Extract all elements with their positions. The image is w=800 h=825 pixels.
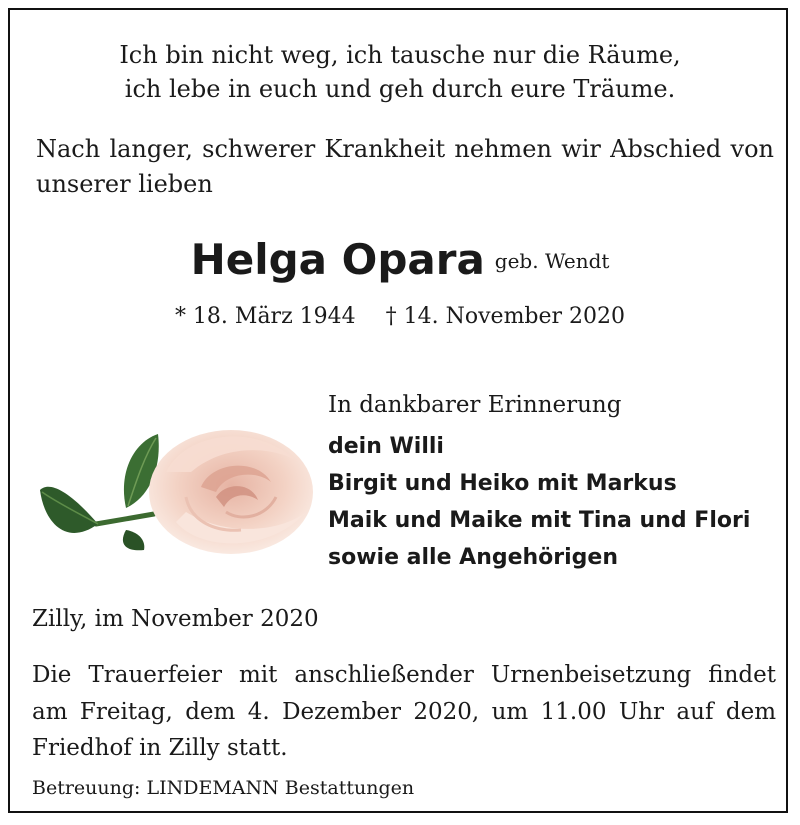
- rose-image: [26, 412, 316, 562]
- mourners-heading: In dankbarer Erinnerung: [328, 392, 622, 418]
- intro-line-2: unserer lieben: [36, 170, 213, 198]
- ceremony-line-3: Friedhof in Zilly statt.: [32, 735, 288, 761]
- life-dates: [10, 304, 790, 329]
- place-date: Zilly, im November 2020: [32, 606, 319, 632]
- poem-line-1: Ich bin nicht weg, ich tausche nur die Räume,: [119, 41, 681, 69]
- obituary-notice: [8, 8, 788, 813]
- poem-line-2: ich lebe in euch und geh durch eure Träume.: [124, 75, 676, 103]
- intro-line-1: Nach langer, schwerer Krankheit nehmen wir Abschied von: [36, 135, 774, 163]
- birth-name: geb. Wendt: [494, 249, 610, 273]
- deceased-name-row: [10, 235, 790, 284]
- birth-date: * 18. März 1944: [174, 304, 356, 329]
- ceremony-line-2: am Freitag, dem 4. Dezember 2020, um 11.00 Uhr auf dem: [32, 699, 776, 725]
- death-date: † 14. November 2020: [385, 304, 626, 329]
- mourner-name: sowie alle Angehörigen: [328, 545, 619, 570]
- ceremony-line-1: Die Trauerfeier mit anschließender Urnenbeisetzung findet: [32, 662, 776, 688]
- mourner-name: dein Willi: [328, 434, 444, 459]
- mourner-name: Maik und Maike mit Tina und Flori: [328, 508, 751, 533]
- undertaker-credit: Betreuung: LINDEMANN Bestattungen: [32, 777, 415, 799]
- mourner-name: Birgit und Heiko mit Markus: [328, 471, 677, 496]
- deceased-name: Helga Opara: [190, 235, 485, 284]
